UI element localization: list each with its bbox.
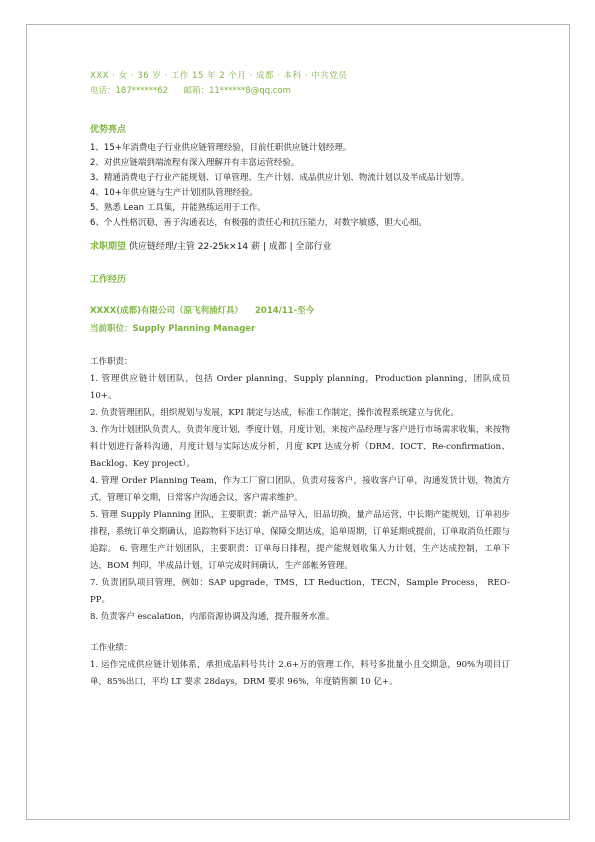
- achievements-list: [90, 657, 510, 691]
- current-position: 当前职位：Supply Planning Manager: [90, 324, 256, 334]
- highlights-list: [90, 141, 510, 231]
- resume-content: [90, 70, 510, 691]
- duties-list: [90, 371, 510, 626]
- list-item: 1. 运作完成供应链计划体系，承担成品料号共计 2.6+万的管理工作，料号多批量小且交期急，90%为项目订单，85%出口，平均 LT 要求 28days，DRM 要求 96%，年度销售额 10 亿+。: [90, 660, 510, 687]
- contact-line: [90, 85, 510, 98]
- company-name: XXXX(成都)有限公司（原飞利浦灯具）: [90, 306, 243, 316]
- city: 成都: [256, 71, 275, 81]
- personal-info-line: XXX · 女 · 36 岁 · 工作 15 年 2 个月 · 成都 · 本科 · 中共党员: [90, 71, 348, 81]
- list-item: 7. 负责团队项目管理，例如：SAP upgrade，TMS，LT Reduction，TECN，Sample Process， REO-PP。: [90, 578, 510, 605]
- education: 本科: [283, 71, 302, 81]
- name: XXX: [90, 71, 109, 81]
- gender: 女: [118, 71, 128, 81]
- list-item: 3、精通消费电子行业产能规划、订单管理、生产计划、成品供应计划、物流计划以及半成品计划等。: [90, 173, 470, 183]
- list-item: 1、15+年消费电子行业供应链管理经验，目前任职供应链计划经理。: [90, 143, 352, 153]
- achievements-title: 工作业绩：: [90, 643, 133, 653]
- list-item: 2、对供应链端到端流程有深入理解并有丰富运营经验。: [90, 158, 300, 168]
- list-item: 8. 负责客户 escalation，内部资源协调及沟通，提升服务水准。: [90, 612, 335, 622]
- phone: 187******62: [115, 86, 169, 96]
- job-intent-value: 供应链经理/主管 22-25k×14 薪 | 成都 | 全部行业: [128, 242, 332, 252]
- age: 36 岁: [137, 71, 162, 81]
- list-item: 4. 管理 Order Planning Team，作为工厂窗口团队，负责对接客户，接收客户订单，沟通发货计划，物流方式，管理订单交期，日常客户沟通会议，客户需求维护。: [90, 476, 510, 503]
- list-item: 4、10+年供应链与生产计划团队管理经验。: [90, 188, 258, 198]
- phone-label: 电话：: [90, 86, 116, 96]
- email-label: 邮箱：: [183, 86, 209, 96]
- job-intent: [90, 241, 510, 254]
- work-experience: 工作 15 年 2 个月: [170, 71, 247, 81]
- experience-title: 工作经历: [90, 275, 127, 285]
- employment-period: 2014/11-至今: [255, 306, 315, 316]
- job-intent-label: 求职期望: [90, 242, 127, 252]
- list-item: 1. 管理供应链计划团队，包括 Order planning，Supply planning，Production planning，团队成员 10+。: [90, 374, 510, 401]
- highlights-title: 优势亮点: [90, 125, 127, 135]
- list-item: 6、个人性格沉稳，善于沟通表达，有极强的责任心和抗压能力，对数字敏感，胆大心细。: [90, 218, 427, 228]
- list-item: 2. 负责管理团队，组织规划与发展，KPI 制定与达成，标准工作制定，操作流程系统建立与优化。: [90, 408, 459, 418]
- list-item: 5、熟悉 Lean 工具集，并能熟练运用于工作。: [90, 203, 266, 213]
- list-item: 3. 作为计划团队负责人，负责年度计划，季度计划，月度计划，来按产品经理与客户进行市场需求收集，来按物料计划进行备料沟通，月度计划与实际达成分析，月度 KPI 达成分析（DRM、IOCT、Re-confirmation、Backlog、Key project）。: [90, 425, 510, 469]
- company-line: [90, 305, 510, 318]
- duties-title: 工作职责：: [90, 357, 133, 367]
- list-item: 5. 管理 Supply Planning 团队，主要职责：新产品导入，旧品切换，量产品运营，中长期产能规划，订单初步排程，系统订单交期确认，追踪物料下达订单，保障交期达成，追单周期，订单延期或提前，订单取消负任跟与追踪。 6. 管理生产计划团队，主要职责：订单每日排程，提产能规划收集人力计划，生产达成控制，工单下达，BOM 判印，半成品计划，订单完成时间确认，生产部帐务管理。: [90, 510, 510, 571]
- politics: 中共党员: [311, 71, 348, 81]
- email: 11******8@qq.com: [208, 86, 291, 96]
